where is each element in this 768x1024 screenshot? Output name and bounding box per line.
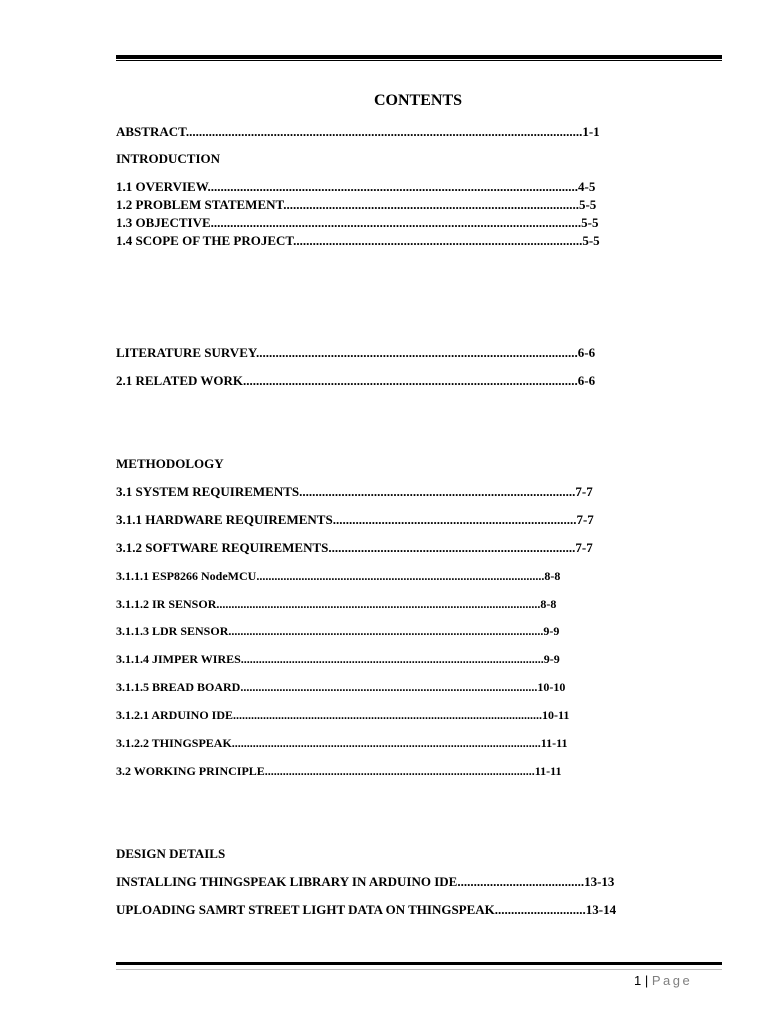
- toc-entry-scope: 1.4 SCOPE OF THE PROJECT.........................................................................................5-5: [116, 233, 600, 248]
- footer-rule: [116, 962, 722, 970]
- toc-entry-hardware-requirements: 3.1.1 HARDWARE REQUIREMENTS...........................................................................7-7: [116, 512, 594, 527]
- toc-entry-abstract: ABSTRACT..........................................................................................................................1-1: [116, 124, 600, 139]
- toc-entry-overview: 1.1 OVERVIEW..................................................................................................................4-5: [116, 179, 596, 194]
- toc-entry-jimper-wires: 3.1.1.4 JIMPER WIRES.....................................................................................................9-9: [116, 652, 560, 666]
- toc-entry-esp8266: 3.1.1.1 ESP8266 NodeMCU................................................................................................8-8: [116, 569, 561, 583]
- toc-entry-installing-library: INSTALLING THINGSPEAK LIBRARY IN ARDUINO IDE.......................................13-13: [116, 874, 615, 889]
- toc-entry-thingspeak: 3.1.2.2 THINGSPEAK.......................................................................................................11-11: [116, 736, 568, 750]
- toc-heading-design-details: DESIGN DETAILS: [116, 846, 226, 861]
- toc-entry-related-work: 2.1 RELATED WORK.......................................................................................................6-6: [116, 373, 596, 388]
- toc-entry-system-requirements: 3.1 SYSTEM REQUIREMENTS.....................................................................................7-7: [116, 484, 593, 499]
- toc-entry-software-requirements: 3.1.2 SOFTWARE REQUIREMENTS............................................................................7-7: [116, 540, 593, 555]
- toc-entry-uploading-data: UPLOADING SAMRT STREET LIGHT DATA ON THINGSPEAK............................13-14: [116, 902, 617, 917]
- toc-entry-bread-board: 3.1.1.5 BREAD BOARD...................................................................................................10-10: [116, 680, 566, 694]
- toc-entry-objective: 1.3 OBJECTIVE..................................................................................................................5-5: [116, 215, 599, 230]
- toc-entry-ldr-sensor: 3.1.1.3 LDR SENSOR.........................................................................................................9-9: [116, 624, 560, 638]
- page-label: Page: [651, 973, 693, 988]
- toc-entry-ir-sensor: 3.1.1.2 IR SENSOR............................................................................................................8-8: [116, 597, 557, 611]
- page-number: 1: [634, 973, 642, 988]
- toc-entry-arduino-ide: 3.1.2.1 ARDUINO IDE.......................................................................................................10-11: [116, 708, 570, 722]
- toc-heading-methodology: METHODOLOGY: [116, 456, 224, 471]
- page-footer: [634, 973, 692, 988]
- toc-heading-literature-survey: LITERATURE SURVEY...................................................................................................6-6: [116, 345, 596, 360]
- contents-title: CONTENTS: [373, 92, 463, 109]
- toc-heading-introduction: INTRODUCTION: [116, 151, 221, 166]
- toc-entry-working-principle: 3.2 WORKING PRINCIPLE..........................................................................................11-11: [116, 764, 562, 778]
- toc-entry-problem-statement: 1.2 PROBLEM STATEMENT...........................................................................................5-5: [116, 197, 597, 212]
- header-rule: [116, 55, 722, 61]
- page-separator: |: [644, 973, 649, 988]
